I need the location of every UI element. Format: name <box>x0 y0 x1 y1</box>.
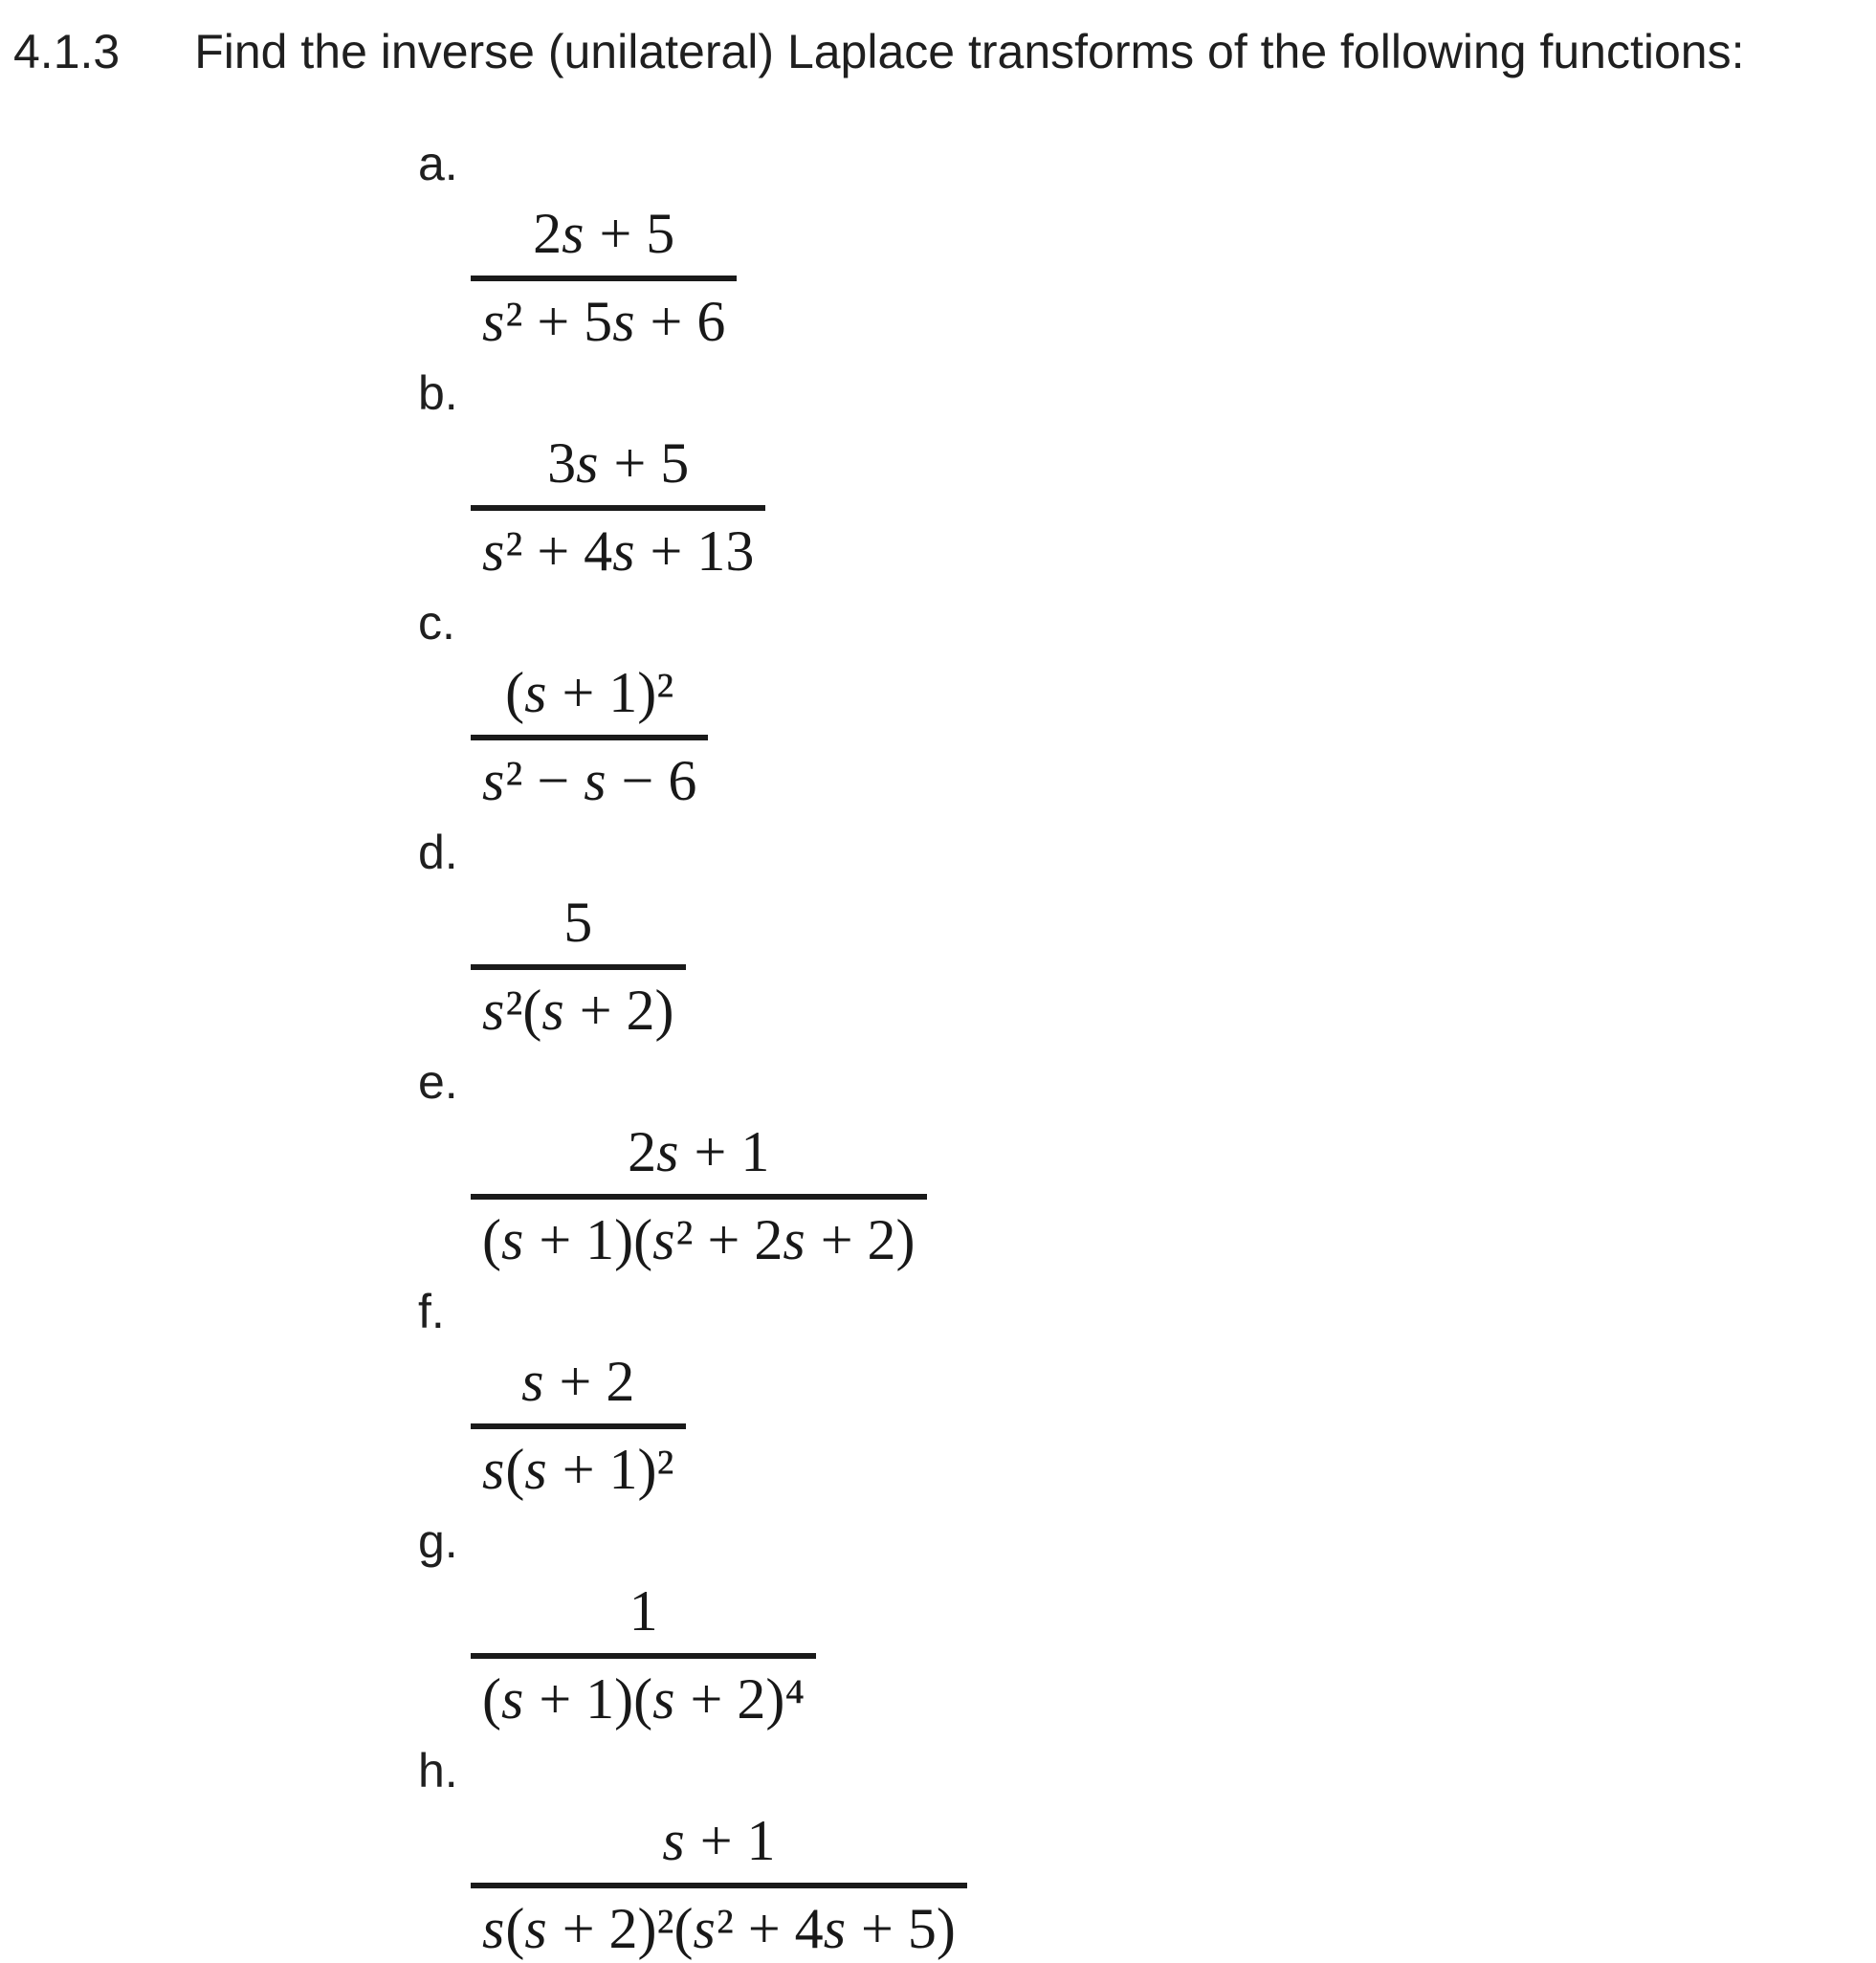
problem-item <box>418 1743 1876 1963</box>
problem-item <box>418 365 1876 585</box>
fraction <box>471 1117 927 1274</box>
fraction-numerator: s + 1 <box>662 1808 776 1872</box>
fraction <box>471 1577 816 1733</box>
fraction-numerator: (s + 1)² <box>505 660 674 724</box>
fraction-denominator: s² + 5s + 6 <box>471 276 737 356</box>
problem-number: 4.1.3 <box>13 25 121 78</box>
fraction-numerator: s + 2 <box>521 1349 635 1413</box>
fraction-denominator: (s + 1)(s + 2)⁴ <box>471 1653 816 1733</box>
problem-letter: b. <box>418 365 458 420</box>
problem-item <box>418 136 1876 356</box>
fraction <box>471 1806 967 1963</box>
problem-header <box>0 0 1876 80</box>
fraction-denominator: s(s + 2)²(s² + 4s + 5) <box>471 1883 967 1963</box>
fraction-denominator: (s + 1)(s² + 2s + 2) <box>471 1194 927 1274</box>
problems-list <box>418 136 1876 1963</box>
fraction-denominator: s²(s + 2) <box>471 964 686 1045</box>
fraction-denominator: s² + 4s + 13 <box>471 505 765 585</box>
fraction <box>471 429 765 585</box>
fraction-numerator: 5 <box>563 890 593 954</box>
problem-item <box>418 825 1876 1045</box>
fraction-numerator: 1 <box>629 1578 658 1643</box>
problem-letter: c. <box>418 595 455 650</box>
problem-letter: d. <box>418 825 458 879</box>
problem-letter: a. <box>418 136 458 190</box>
problem-item <box>418 1513 1876 1733</box>
problem-letter: g. <box>418 1513 458 1568</box>
fraction-numerator: 3s + 5 <box>547 430 690 495</box>
fraction-numerator: 2s + 5 <box>533 201 675 265</box>
fraction <box>471 199 737 356</box>
problem-item <box>418 1054 1876 1274</box>
problem-letter: f. <box>418 1284 445 1338</box>
fraction <box>471 658 708 815</box>
problem-letter: h. <box>418 1743 458 1798</box>
fraction <box>471 888 686 1045</box>
problem-title: Find the inverse (unilateral) Laplace transforms of the following functions: <box>194 25 1745 78</box>
fraction-denominator: s(s + 1)² <box>471 1423 686 1504</box>
fraction <box>471 1347 686 1504</box>
fraction-numerator: 2s + 1 <box>628 1119 770 1183</box>
problem-letter: e. <box>418 1054 458 1109</box>
fraction-denominator: s² − s − 6 <box>471 735 708 815</box>
problem-item <box>418 595 1876 815</box>
problem-item <box>418 1284 1876 1504</box>
